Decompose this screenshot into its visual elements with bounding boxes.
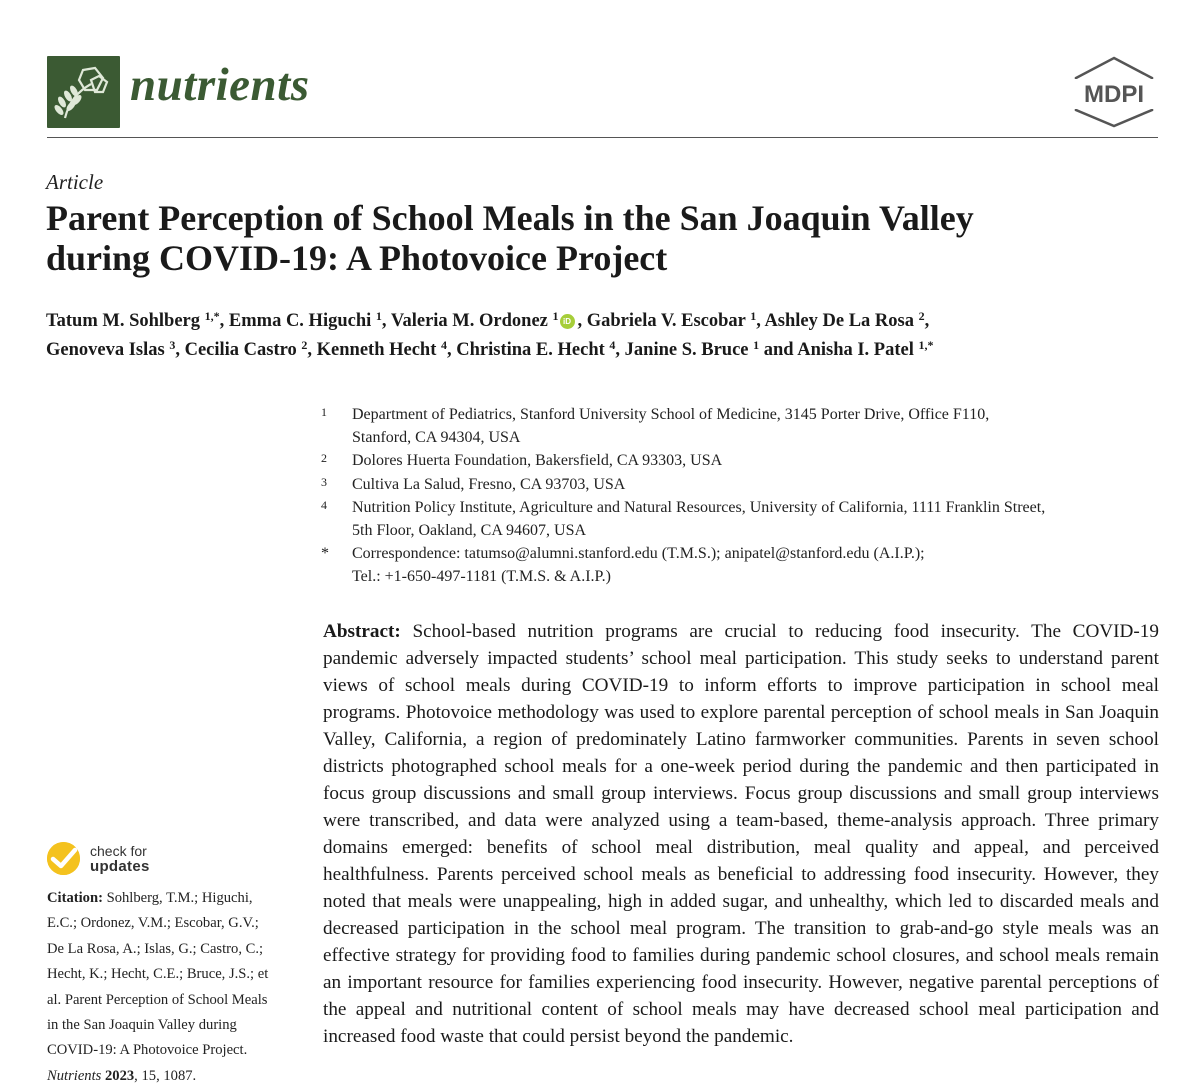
author-affiliation-marker: 1 [753,338,760,352]
correspondence-marker: * [321,545,329,562]
author-affiliation-marker: 1 [375,309,382,323]
author-name: Janine S. Bruce [624,340,749,360]
publisher-name: MDPI [1084,81,1144,108]
author-affiliation-marker: 1,* [918,338,934,352]
journal-name: nutrients [130,59,310,111]
affiliation-marker: 3 [321,474,327,489]
correspondence-item [321,543,1161,588]
author-joiner: and [763,340,794,360]
mdpi-logo-icon [1068,52,1160,128]
author-name: Genoveva Islas [46,340,165,360]
article-title [46,198,1156,278]
checkmark-badge-icon [47,842,80,875]
affiliation-text: 5th Floor, Oakland, CA 94607, USA [352,521,587,539]
author-name: Anisha I. Patel [797,340,914,360]
author-line-1: Tatum M. Sohlberg $^{1,*}$, Emma C. Higuchi $^1$, Valeria M. Ordonez $^1$ iD , Gabriela V. Escobar $^1$, Ashley De La Rosa $^2$, [46,309,930,331]
check-for-updates-label [90,843,150,875]
author-name: Valeria M. Ordonez [390,311,548,331]
title-line-1: Parent Perception of School Meals in the San Joaquin Valley [46,198,974,238]
nutrients-journal-logo-icon [47,56,120,128]
author-affiliation-marker: 2 [918,309,925,323]
affiliations [321,404,1161,589]
author-name: Ashley De La Rosa [764,311,914,331]
author-name: Gabriela V. Escobar [586,311,746,331]
author-name: Emma C. Higuchi [228,311,372,331]
affiliation-marker: 2 [321,451,327,465]
author-affiliation-marker: 3 [169,338,176,352]
correspondence-text: Tel.: +1-650-497-1181 (T.M.S. & A.I.P.) [352,567,611,585]
article-type: Article [46,170,104,194]
citation-text: Sohlberg, T.M.; Higuchi, E.C.; Ordonez, V.M.; Escobar, G.V.; De La Rosa, A.; Islas, G.; Castro, C.; Hecht, K.; Hecht, C.E.; Bruce, J.S.; et al. Parent Perception of School Meals in the San Joaquin Valley during COVID-19: A Photovoice Project. [47,890,269,1059]
affiliation-item [321,474,1161,497]
affiliation-text: Dolores Huerta Foundation, Bakersfield, CA 93303, USA [352,452,723,469]
header-divider [47,137,1158,138]
affiliation-item [321,404,1161,449]
citation-year: 2023 [104,1067,135,1084]
orcid-icon[interactable]: iD [560,314,575,329]
affiliation-marker: 4 [321,498,327,512]
author-name: Cecilia Castro [184,340,297,360]
correspondence-text[interactable]: Correspondence: tatumso@alumni.stanford.edu (T.M.S.); anipatel@stanford.edu (A.I.P.); [352,545,925,562]
author-affiliation-marker: 1,* [204,309,220,323]
citation-journal: Nutrients [47,1067,102,1084]
author-affiliation-marker: 1 [750,309,757,323]
title-line-2: during COVID-19: A Photovoice Project [46,238,668,278]
citation-volume: , 15, 1087. [134,1067,197,1084]
abstract-label: Abstract: [323,621,401,642]
affiliation-text: Cultiva La Salud, Fresno, CA 93703, USA [352,475,626,493]
check-for-updates-line1: check for [90,843,147,859]
affiliation-item [321,497,1161,542]
affiliation-marker: 1 [321,405,327,419]
abstract-text: School-based nutrition programs are crucial to reducing food insecurity. The COVID-19 pandemic adversely impacted students’ school meal participation. This study seeks to understand parent views of school meals during COVID-19 to inform efforts to improve participation in school meal programs. Photovoice methodology was used to explore parental perception of school meals in San Joaquin Valley, California, a region of predominately Latino farmworker communities. Parents in seven school districts photographed school meals for a one-week period during the pandemic and then participated in focus group discussions and small group interviews. Focus group discussions and small group interviews were transcribed, and data were analyzed using a team-based, theme-analysis approach. Three primary domains emerged: benefits of school meal distribution, meal quality and appeal, and perceived healthfulness. Parents perceived school meals as beneficial to addressing food insecurity. However, they noted that meals were unappealing, high in added sugar, and unhealthy, which led to discarded meals and decreased participation in the school meal program. The transition to grab-and-go style meals was an effective strategy for providing food to families during pandemic school closures, and school meals remain an important resource for families experiencing food insecurity. However, negative parental perceptions of the appeal and nutritional content of school meals may have decreased school meal participation and increased food waste that could persist beyond the pandemic. [323,621,1159,1047]
citation-block [47,886,277,1089]
author-affiliation-marker: 4 [441,338,448,352]
author-affiliation-marker: 1 [552,309,559,323]
author-affiliation-marker: 2 [301,338,308,352]
author-affiliation-marker: 4 [609,338,616,352]
check-for-updates-line2: updates [90,858,150,875]
author-list [46,307,1166,365]
affiliation-text: Nutrition Policy Institute, Agriculture and Natural Resources, University of California, 1111 Franklin Street, [352,499,1046,516]
author-name: Kenneth Hecht [316,340,437,360]
citation-label: Citation: [47,890,103,906]
affiliation-text: Department of Pediatrics, Stanford University School of Medicine, 3145 Porter Drive, Office F110, [352,406,990,423]
affiliation-text: Stanford, CA 94304, USA [352,428,521,446]
affiliation-item [321,450,1161,473]
abstract [323,618,1159,1050]
author-line-2: Genoveva Islas $^3$, Cecilia Castro $^2$, Kenneth Hecht $^4$, Christina E. Hecht $^4$, Janine S. Bruce $^1$ and Anisha I. Patel $^{1,*}$ [46,338,934,360]
check-for-updates-button[interactable] [47,842,167,878]
author-name: Tatum M. Sohlberg [46,311,201,331]
author-name: Christina E. Hecht [456,340,605,360]
